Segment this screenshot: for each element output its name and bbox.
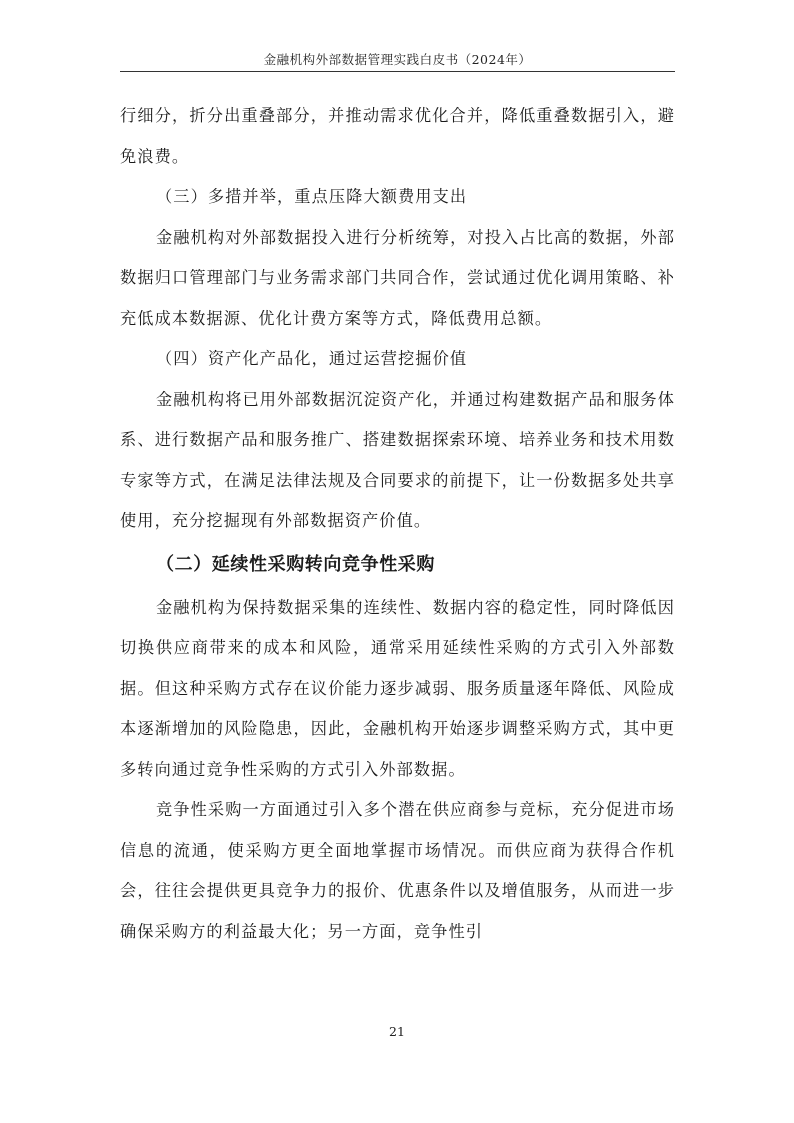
paragraph-continuous-procurement: 金融机构为保持数据采集的连续性、数据内容的稳定性，同时降低因切换供应商带来的成本和风险，通常采用延续性采购的方式引入外部数据。但这种采购方式存在议价能力逐步减弱、服务质量逐年降低、风险成本逐渐增加的风险隐患，因此，金融机构开始逐步调整采购方式，其中更多转向通过竞争性采购的方式引入外部数据。 — [120, 597, 675, 779]
paragraph-assetization: 金融机构将已用外部数据沉淀资产化，并通过构建数据产品和服务体系、进行数据产品和服务推广、搭建数据探索环境、培养业务和技术用数专家等方式，在满足法律法规及合同要求的前提下，让一份数据多处共享使用，充分挖掘现有外部数据资产价值。 — [120, 389, 675, 530]
paragraph-cost-reduction: 金融机构对外部数据投入进行分析统筹，对投入占比高的数据，外部数据归口管理部门与业务需求部门共同合作，尝试通过优化调用策略、补充低成本数据源、优化计费方案等方式，降低费用总额。 — [120, 227, 675, 328]
subheading-4: （四）资产化产品化，通过运营挖掘价值 — [156, 349, 468, 368]
page-number: 21 — [389, 1024, 405, 1039]
page-header-title: 金融机构外部数据管理实践白皮书（2024年） — [263, 52, 532, 67]
subheading-3: （三）多措并举，重点压降大额费用支出 — [156, 187, 468, 206]
header-divider — [120, 71, 675, 72]
continuation-paragraph: 行细分，折分出重叠部分，并推动需求优化合并，降低重叠数据引入，避免浪费。 — [120, 106, 675, 166]
paragraph-competitive-procurement: 竞争性采购一方面通过引入多个潜在供应商参与竞标，充分促进市场信息的流通，使采购方更全面地掌握市场情况。而供应商为获得合作机会，往往会提供更具竞争力的报价、优惠条件以及增值服务，从而进一步确保采购方的利益最大化；另一方面，竞争性引 — [120, 800, 675, 941]
document-body — [120, 96, 675, 952]
section-heading-procurement: （二）延续性采购转向竞争性采购 — [156, 553, 435, 575]
